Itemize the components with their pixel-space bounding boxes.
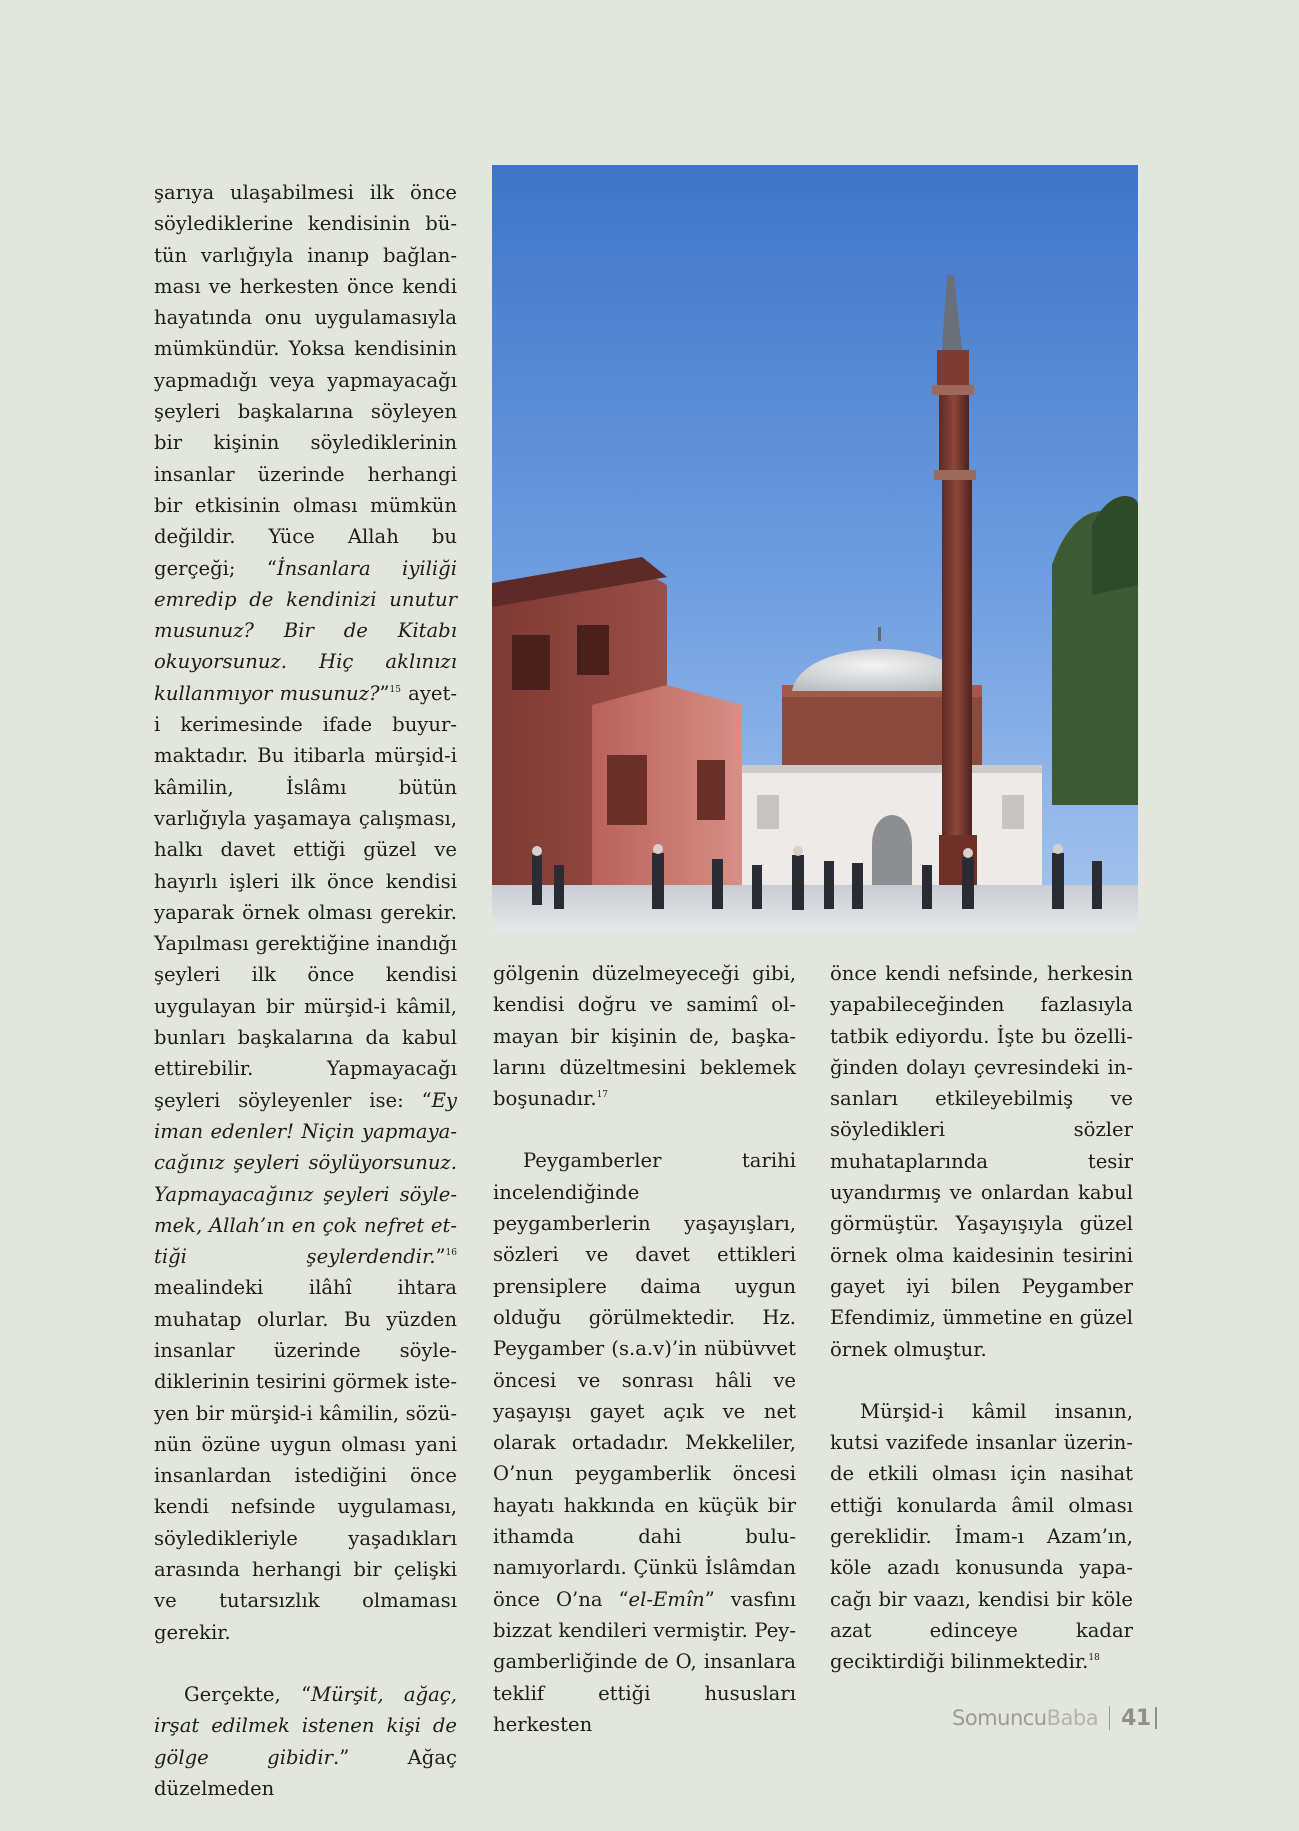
footnote-ref: 16 (445, 1248, 457, 1259)
page-number: 41 (1121, 1705, 1151, 1731)
quote-italic: Mürşit, ağaç, irşat edilmek istenen kişi de gölge gibidir (154, 1682, 457, 1769)
article-column-right (830, 958, 1133, 1678)
quote-italic: Ey iman edenler! Niçin yapmayacağınız şeyleri söylüyorsunuz. Yapmayacağınız şeyleri söylemek, Allah’ın en çok nefret ettiği şeylerdendir. (154, 1088, 457, 1269)
footer-divider (1109, 1706, 1110, 1730)
quote-italic: el-Emîn (628, 1587, 705, 1611)
magazine-brand: Somuncu (952, 1706, 1047, 1730)
paragraph: Peygamberler tarihi incelendiğinde peygamberlerin yaşayışları, sözleri ve davet ettikleri prensiplere daima uygun olduğu görülmektedir. Hz. Peygamber (s.a.v)’in nübüvvet öncesi ve sonrası hâli ve yaşayışı gayet açık ve net olarak ortadadır. Mekkeliler, O’nun peygamberlik öncesi hayatı hakkında en küçük bir ithamda dahi bulunamıyorlardı. Çünkü İslâmdan önce O’na “el-Emîn” vasfını bizzat kendileri vermiştir. Peygamberliğinde de O, insanlara teklif ettiği hususları herkesten (493, 1149, 796, 1736)
article-column-left (154, 177, 457, 1804)
page-number-bar (1155, 1707, 1157, 1729)
magazine-brand-suffix: Baba (1046, 1706, 1099, 1730)
paragraph: önce kendi nefsinde, herkesin yapabileceğinden fazlasıyla tatbik ediyordu. İşte bu özelliğinden dolayı çevresindeki insanları etkileyebilmiş ve söyledikleri sözler muhataplarında tesir uyandırmış ve onlardan kabul görmüştür. Yaşayışıyla güzel örnek olma kaidesinin tesirini gayet iyi bilen Peygamber Efendimiz, ümmetine en güzel örnek olmuştur. (830, 962, 1133, 1361)
mosque-photo (492, 165, 1138, 931)
quote-italic: İnsanlara iyiliği emredip de kendinizi unutur musunuz? Bir de Kitabı okuyorsunuz. Hiç aklınızı kullanmıyor musunuz? (154, 556, 457, 705)
article-column-middle (493, 958, 796, 1740)
footnote-ref: 18 (1088, 1653, 1100, 1664)
paragraph: şarıya ulaşabilmesi ilk önce söylediklerine kendisinin bütün varlığıyla inanıp bağlanması ve herkesten önce kendi hayatında onu uygulamasıyla mümkündür. Yoksa kendisinin yapmadığı veya yapmayacağı şeyleri başkalarına söyleyen bir kişinin söylediklerinin insanlar üzerinde herhangi bir etkisinin olması mümkün değildir. Yüce Allah bu gerçeği; “İnsanlara iyiliği emredip de kendinizi unutur musunuz? Bir de Kitabı okuyorsunuz. Hiç aklınızı kullanmıyor musunuz?”$^{15}$ ayet-i kerimesinde ifade buyurmaktadır. Bu itibarla mürşid-i kâmilin, İslâmı bütün varlığıyla yaşamaya çalışması, halkı davet ettiği güzel ve hayırlı işleri ilk önce kendisi yaparak örnek olması gerekir. Yapılması gerektiğine inandığı şeyleri ilk önce kendisi uygulayan bir mürşid-i kâmil, bunları başkalarına da kabul ettirebilir. Yapmayacağı şeyleri söyleyenler ise: “Ey iman edenler! Niçin yapmayacağınız şeyleri söylüyorsunuz. Yapmayacağınız şeyleri söylemek, Allah’ın en çok nefret ettiği şeylerdendir.”$^{16}$ mealindeki ilâhî ihtara muhatap olurlar. Bu yüzden insanlar üzerinde söylediklerinin tesirini görmek isteyen bir mürşid-i kâmilin, sözünün özüne uygun olması yani insanlardan istediğini önce kendi nefsinde uygulaması, söyledikleriyle yaşadıkları arasında herhangi bir çelişki ve tutarsızlık olmaması gerekir. (154, 181, 457, 1644)
page-footer (952, 1704, 1157, 1732)
paragraph: Gerçekte, “Mürşit, ağaç, irşat edilmek istenen kişi de gölge gibidir.” Ağaç düzelmeden (154, 1682, 457, 1800)
footnote-ref: 15 (389, 684, 401, 695)
footnote-ref: 17 (596, 1090, 609, 1101)
paragraph: Mürşid-i kâmil insanın, kutsi vazifede insanlar üzerinde etkili olması için nasihat ettiği konularda âmil olması gereklidir. İmam-ı Azam’ın, köle azadı konusunda yapacağı bir vaazı, kendisi bir köle azat edinceye kadar geciktirdiği bilinmektedir.$^{18}$ (830, 1399, 1133, 1674)
paragraph: gölgenin düzelmeyeceği gibi, kendisi doğru ve samimî olmayan bir kişinin de, başkalarını düzeltmesini beklemek boşunadır.$^{17}$ (493, 962, 796, 1111)
